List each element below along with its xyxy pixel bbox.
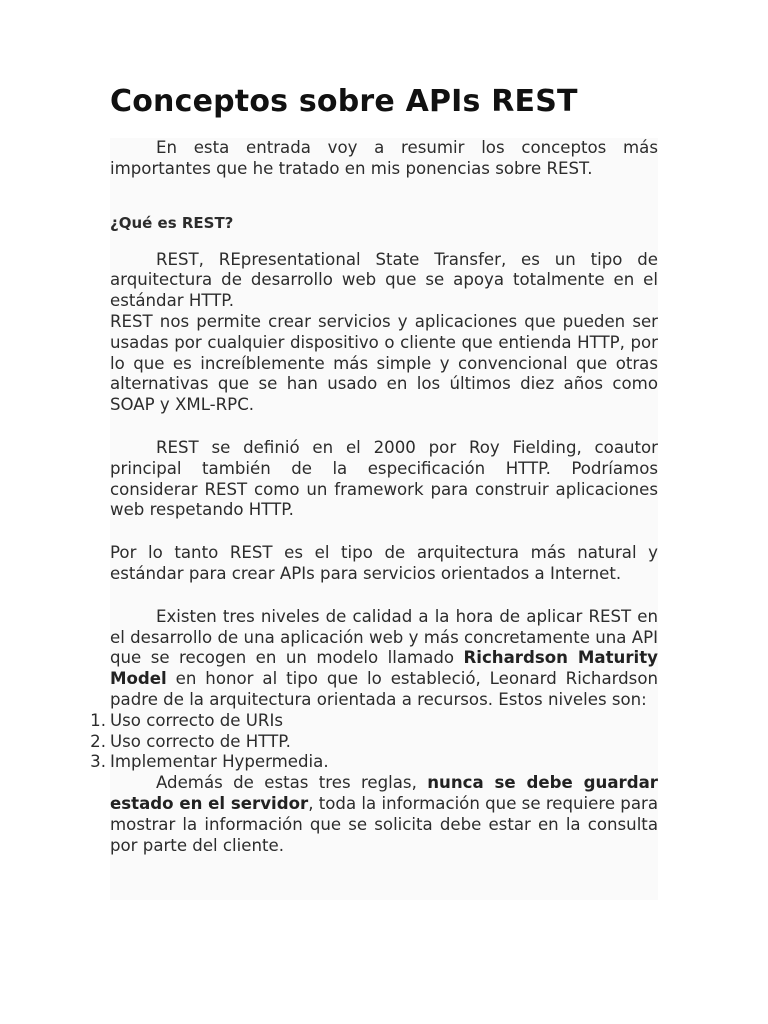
levels-paragraph <box>110 607 658 711</box>
definition-paragraph-2: REST nos permite crear servicios y aplicaciones que pueden ser usadas por cualquier dispositivo o cliente que entienda HTTP, por lo que es increíblemente más simple y convencional que otras alternativas que se han usado en los últimos diez años como SOAP y XML-RPC. <box>110 311 658 415</box>
list-item-number: 3. <box>90 752 106 772</box>
list-item-number: 2. <box>90 731 106 751</box>
stateless-rule-term: nunca se debe guardar estado en el servidor <box>110 773 658 813</box>
list-item-text: Uso correcto de URIs <box>110 710 283 730</box>
rules-paragraph <box>110 773 658 856</box>
list-item <box>90 752 658 773</box>
list-item <box>90 731 658 753</box>
rules-text-before: Además de estas tres reglas, <box>156 773 428 793</box>
list-item-text: Implementar Hypermedia. <box>110 752 329 772</box>
history-paragraph: REST se definió en el 2000 por Roy Fielding, coautor principal también de la especificación HTTP. Podríamos considerar REST como un framework para construir aplicaciones web respetando HTTP. <box>110 437 658 520</box>
levels-text-before: Existen tres niveles de calidad a la hora de aplicar REST en el desarrollo de una aplicación web y más concretamente una API que se recogen en un modelo llamado <box>110 606 658 668</box>
document-title: Conceptos sobre APIs REST <box>110 84 578 119</box>
levels-list <box>90 710 658 773</box>
list-item-number: 1. <box>90 710 106 730</box>
list-item <box>90 710 658 732</box>
definition-paragraph-1: REST, REpresentational State Transfer, es un tipo de arquitectura de desarrollo web que se apoya totalmente en el estándar HTTP. <box>110 249 658 311</box>
document-body <box>90 138 659 900</box>
list-item-text: Uso correcto de HTTP. <box>110 731 291 751</box>
rules-text-after: , toda la información que se requiere para mostrar la información que se solicita debe estar en la consulta por parte del cliente. <box>110 793 659 855</box>
intro-paragraph: En esta entrada voy a resumir los conceptos más importantes que he tratado en mis ponencias sobre REST. <box>110 138 658 178</box>
section-heading: ¿Qué es REST? <box>110 213 234 232</box>
natural-paragraph: Por lo tanto REST es el tipo de arquitectura más natural y estándar para crear APIs para servicios orientados a Internet. <box>110 543 658 583</box>
levels-text-after: en honor al tipo que lo estableció, Leonard Richardson padre de la arquitectura orientada a recursos. Estos niveles son: <box>110 669 658 709</box>
richardson-model-term: Richardson Maturity Model <box>110 648 658 689</box>
